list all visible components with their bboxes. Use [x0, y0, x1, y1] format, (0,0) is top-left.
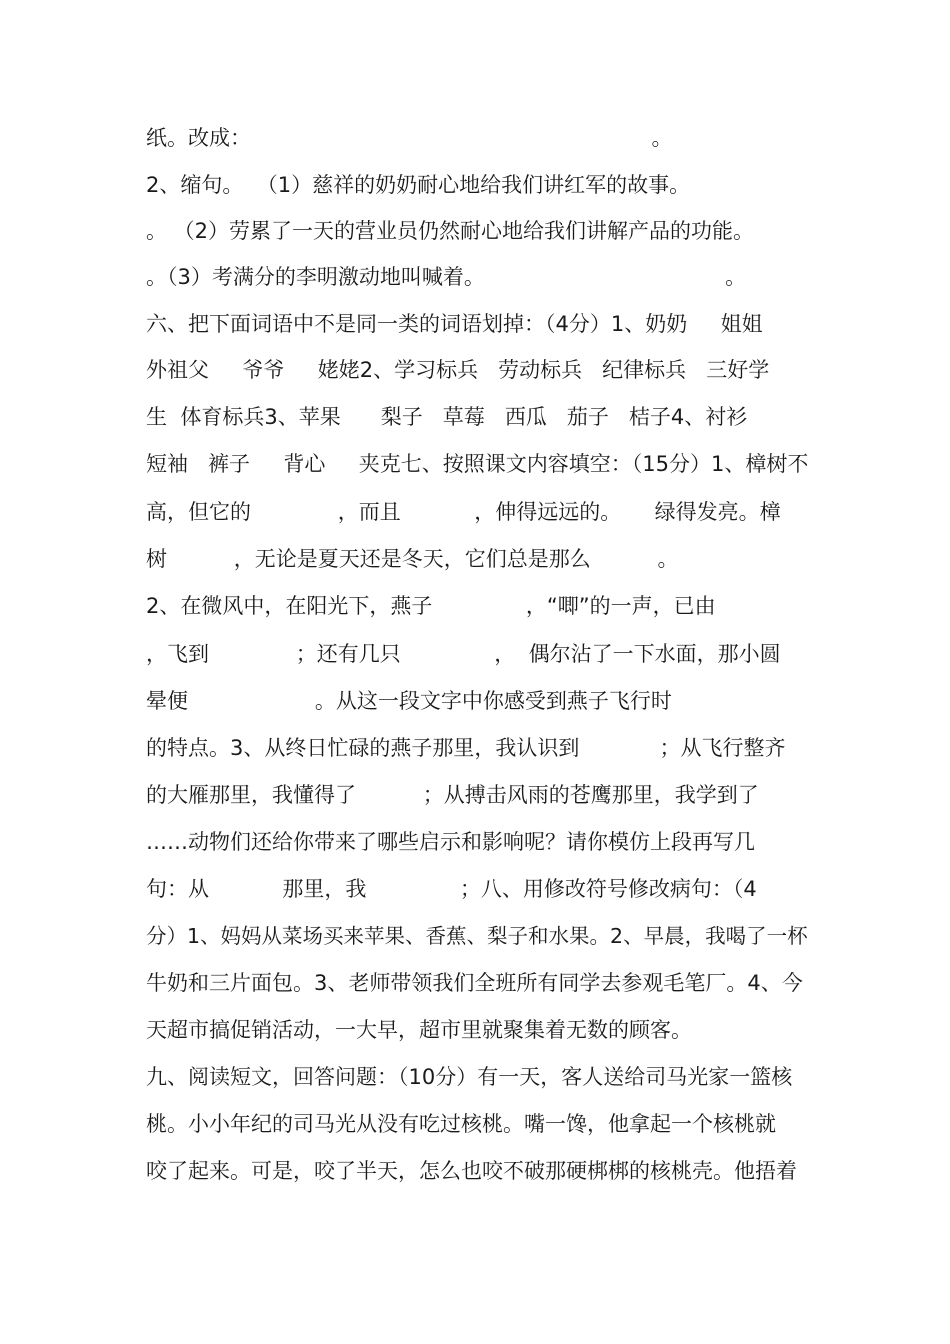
- text-line: 。（3）考满分的李明激动地叫喊着。 。: [146, 265, 747, 289]
- text-line: 咬了起来。可是，咬了半天，怎么也咬不破那硬梆梆的核桃壳。他捂着: [146, 1159, 797, 1183]
- text-line: 天超市搞促销活动，一大早，超市里就聚集着无数的顾客。: [146, 1018, 692, 1042]
- text-line: ，飞到 ；还有几只 ， 偶尔沾了一下水面，那小圆: [146, 642, 781, 666]
- text-line: 的特点。3、从终日忙碌的燕子那里，我认识到 ；从飞行整齐: [146, 736, 786, 760]
- text-line: 树 ，无论是夏天还是冬天，它们总是那么 。: [146, 547, 679, 571]
- text-line: 句：从 那里，我 ；八、用修改符号修改病句：（4: [146, 877, 757, 901]
- text-line: 的大雁那里，我懂得了 ；从搏击风雨的苍鹰那里，我学到了: [146, 783, 759, 807]
- text-line: 2、在微风中，在阳光下，燕子 ，“唧”的一声，已由: [146, 594, 716, 618]
- text-line: 分）1、妈妈从菜场买来苹果、香蕉、梨子和水果。2、早晨，我喝了一杯: [146, 924, 808, 948]
- text-line: 牛奶和三片面包。3、老师带领我们全班所有同学去参观毛笔厂。4、今: [146, 971, 803, 995]
- text-line: 2、缩句。 （1）慈祥的奶奶耐心地给我们讲红军的故事。: [146, 173, 691, 197]
- text-line: 高，但它的 ，而且 ，伸得远远的。 绿得发亮。樟: [146, 500, 781, 524]
- text-line: 生 体育标兵3、苹果 梨子 草莓 西瓜 茄子 桔子4、衬衫: [146, 405, 748, 429]
- text-line: 纸。改成： 。: [146, 126, 673, 150]
- text-line: ……动物们还给你带来了哪些启示和影响呢？请你模仿上段再写几: [146, 830, 755, 854]
- text-line: 桃。小小年纪的司马光从没有吃过核桃。嘴一馋，他拿起一个核桃就: [146, 1112, 776, 1136]
- text-line: 外祖父 爷爷 姥姥2、学习标兵 劳动标兵 纪律标兵 三好学: [146, 358, 770, 382]
- text-line: 九、阅读短文，回答问题：（10分）有一天，客人送给司马光家一篮核: [146, 1065, 793, 1089]
- text-line: 短袖 裤子 背心 夹克七、按照课文内容填空：（15分）1、樟树不: [146, 452, 809, 476]
- text-line: 晕便 。从这一段文字中你感受到燕子飞行时: [146, 689, 672, 713]
- text-line: 。 （2）劳累了一天的营业员仍然耐心地给我们讲解产品的功能。: [146, 219, 755, 243]
- text-line: 六、把下面词语中不是同一类的词语划掉：（4分）1、奶奶 姐姐: [146, 312, 763, 336]
